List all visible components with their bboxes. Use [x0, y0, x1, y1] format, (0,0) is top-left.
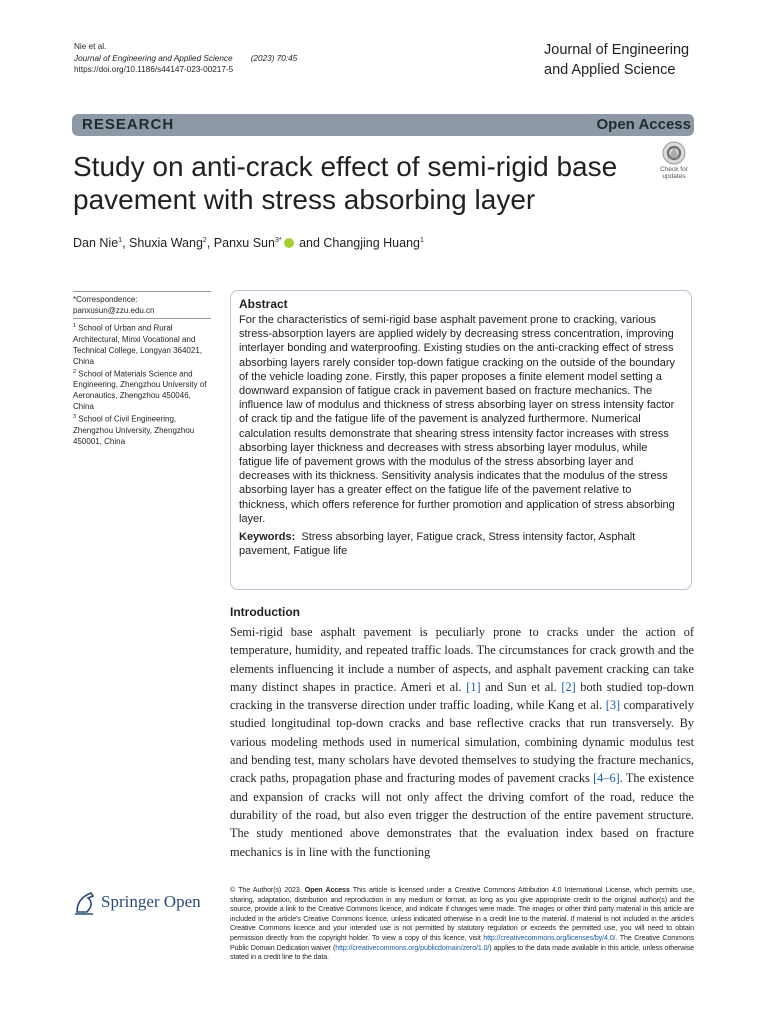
correspondence-sidebar: [73, 291, 211, 447]
citation-link[interactable]: [3]: [605, 698, 621, 713]
check-for-updates-line2: updates: [662, 173, 686, 180]
header-doi[interactable]: https://doi.org/10.1186/s44147-023-00217-5: [74, 65, 234, 74]
license-statement: © The Author(s) 2023. Open Access This article is licensed under a Creative Commons Attribution 4.0 International License, which permits use, sharing, adaptation, distribution and reproduction in any medium or format, as long as you give appropriate credit to the original author(s) and the source, provide a link to the Creative Commons licence, and indicate if changes were made. The images or other third party material in this article are included in the article's Creative Commons licence, unless indicated otherwise in a credit line to the material. If material is not included in the article's Creative Commons licence and your intended use is not permitted by statutory regulation or exceeds the permitted use, you will need to obtain permission directly from the copyright holder. To view a copy of this licence, visit http://creativecommons.org/licenses/by/4.0/. The Creative Commons Public Domain Dedication waiver (http://creativecommons.org/publicdomain/zero/1.0/) applies to the data made available in this article, unless otherwise stated in a credit line to the data.: [230, 886, 695, 962]
open-wordmark: Open: [163, 892, 201, 911]
author-4[interactable]: and Changjing Huang: [299, 236, 420, 250]
affiliation-2: $^2$ School of Materials Science and Engineering, Zhengzhou University of Aeronautics, Zhengzhou 450046, China: [73, 368, 207, 412]
cc0-link[interactable]: http://creativecommons.org/publicdomain/zero/1.0/: [335, 943, 490, 952]
citation-link[interactable]: [2]: [561, 679, 576, 694]
journal-name-line1: Journal of Engineering: [544, 42, 690, 58]
correspondence-email[interactable]: panxusun@zzu.edu.cn: [73, 306, 155, 315]
affiliation-1: $^1$ School of Urban and Rural Architectural, Minxi Vocational and Technical College, Longyan 364021, China: [73, 323, 202, 366]
header-authors: Nie et al.: [74, 42, 107, 51]
author-1[interactable]: Dan Nie: [73, 236, 119, 250]
license-open-access-label: Open Access: [304, 886, 350, 894]
author-1-affiliation: 1: [118, 236, 123, 244]
keywords-label: Keywords:: [239, 531, 296, 544]
author-3-affiliation: 3*: [274, 236, 282, 244]
open-access-label: Open Access: [596, 116, 691, 133]
header-citation: Journal of Engineering and Applied Science (2023) 70:45: [74, 53, 298, 63]
keywords: [239, 530, 683, 558]
abstract-box: [230, 290, 692, 590]
introduction-heading: Introduction: [230, 605, 300, 619]
author-2[interactable]: Shuxia Wang: [129, 236, 203, 250]
introduction-body: Semi-rigid base asphalt pavement is peculiarly prone to cracks under the action of temperature, humidity, and repeated traffic loads. The circumstances for crack growth and the elements influencing it include a number of aspects, and asphalt pavement cracking can take many distinct shapes in practice. Ameri et al. [1] and Sun et al. [2] both studied top-down cracking in the transverse direction under traffic loading, while Kang et al. [3] comparatively studied longitudinal top-down cracks and base reflective cracks that run transversely. By various modeling methods used in numerical simulation, combining dynamic modulus test and bending test, many scholars have devoted themselves to studying the fracture mechanics, crack paths, propagation phase and fracturing modes of pavement cracks [4–6]. The existence and expansion of cracks will not only affect the driving comfort of the road, reduce the durability of the road, but also even trigger the destruction of the entire pavement structure. The study mentioned above demonstrates that the evaluation index based on fracture mechanics is in line with the functioning: [230, 625, 695, 859]
springer-wordmark: Springer: [101, 892, 160, 911]
springer-horse-icon: [73, 890, 97, 916]
keywords-text: Stress absorbing layer, Fatigue crack, Stress intensity factor, Asphalt pavement, Fatigue life: [239, 531, 636, 558]
author-4-affiliation: 1: [420, 236, 424, 244]
author-3[interactable]: Panxu Sun: [213, 236, 275, 250]
article-type-banner: [72, 114, 694, 136]
sidebar-divider: [73, 291, 211, 292]
article-type-label: RESEARCH: [82, 116, 175, 133]
affiliation-3: $^3$ School of Civil Engineering, Zhengzhou University, Zhengzhou 450001, China: [73, 414, 195, 446]
check-for-updates-icon: [655, 140, 693, 180]
springer-open-logo[interactable]: [73, 888, 218, 916]
abstract-heading: Abstract: [239, 297, 288, 311]
author-list: Dan Nie$^1$, Shuxia Wang$^2$, Panxu Sun$^{3*}$ and Changjing Huang$^1$: [73, 236, 424, 250]
citation-link[interactable]: [1]: [466, 679, 481, 694]
check-for-updates-line1: Check for: [660, 166, 688, 173]
author-2-affiliation: 2: [202, 236, 207, 244]
running-header: [74, 41, 297, 76]
article-title: Study on anti-crack effect of semi-rigid base pavement with stress absorbing layer: [73, 151, 618, 215]
citation-link[interactable]: [4–6]: [593, 771, 620, 786]
journal-name-line2: and Applied Science: [544, 62, 676, 78]
abstract-text: For the characteristics of semi-rigid base asphalt pavement prone to cracking, various stress-absorption layers are applied widely by decreasing stress concentration, improving interlayer bonding and waterproofing. Existing studies on the anti-cracking effect of stress absorbing layers rarely consider top-down fatigue cracking on the outside of the boundary of the vehicle loading zone. Firstly, this paper proposes a finite element model setting a downward expansion of fatigue crack in pavement based on fracture mechanics. The influence law of modulus and thickness of stress absorbing layer on stress intensity factor of crack tip and the fatigue life of the pavement is analyzed furthermore. Numerical calculation results demonstrate that shearing stress intensity factor increases with stress absorbing layer thickness and decreases with stress absorbing layer modulus, while fatigue life of pavement grows with the modulus of the stress absorbing layer and decreases with its thickness. Sensitivity analysis indicates that the modulus of the stress absorbing layer has a greater effect on the fatigue life of the pavement relative to thickness, which offers reference for further promotion and application of stress absorbing layer.: [239, 314, 675, 525]
check-for-updates-badge[interactable]: [655, 140, 693, 180]
sidebar-divider: [73, 318, 211, 319]
correspondence-label: *Correspondence:: [73, 295, 138, 304]
cc-by-link[interactable]: http://creativecommons.org/licenses/by/4.0/: [483, 933, 616, 942]
journal-name: [544, 40, 689, 80]
orcid-icon[interactable]: [284, 238, 294, 248]
